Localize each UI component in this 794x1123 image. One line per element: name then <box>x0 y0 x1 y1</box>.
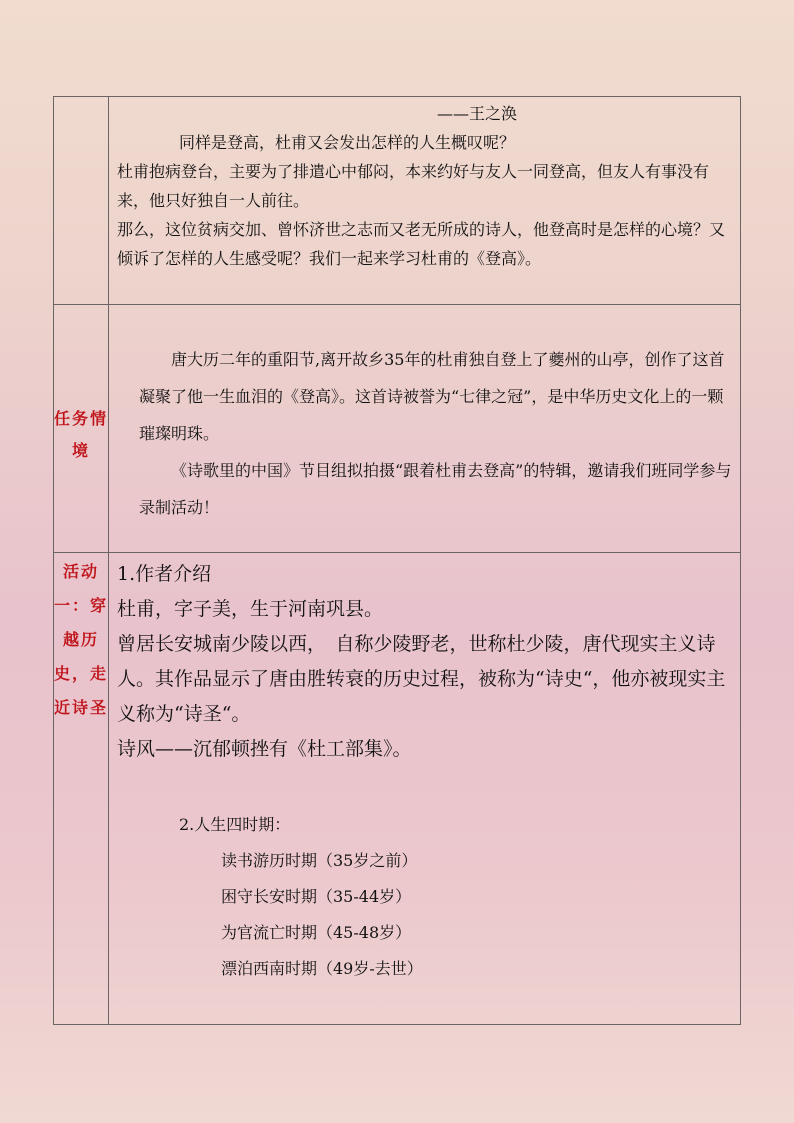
task-content-cell <box>109 305 741 553</box>
author-line-3: 诗风——沉郁顿挫有《杜工部集》。 <box>117 738 412 760</box>
task-label-cell <box>54 305 109 553</box>
author-heading: 1.作者介绍 <box>117 563 212 585</box>
activity-row <box>54 553 741 1025</box>
life-period-item: 读书游历时期（35岁之前） <box>221 851 418 870</box>
spacer <box>117 767 734 807</box>
life-period-item: 困守长安时期（35-44岁） <box>221 887 412 906</box>
intro-paragraph-2: 那么，这位贫病交加、曾怀济世之志而又老无所成的诗人，他登高时是怎样的心境？又倾诉了怎样的人生感受呢？我们一起来学习杜甫的《登高》。 <box>117 220 726 268</box>
task-label: 任务情境 <box>54 409 109 460</box>
intro-paragraph-1: 杜甫抱病登台，主要为了排遣心中郁闷，本来约好与友人一同登高，但友人有事没有来，他只好独自一人前往。 <box>117 162 710 210</box>
lesson-table <box>53 96 741 1025</box>
life-period-item: 为官流亡时期（45-48岁） <box>221 923 412 942</box>
author-line-2: 曾居长安城南少陵以西， 自称少陵野老，世称杜少陵，唐代现实主义诗人。其作品显示了唐由胜转衰的历史过程，被称为“诗史“，他亦被现实主义称为“诗圣“。 <box>117 633 726 725</box>
author-line-1: 杜甫，字子美，生于河南巩县。 <box>117 598 384 620</box>
activity-label-cell <box>54 553 109 1025</box>
poem-signature: ——王之涣 <box>437 104 518 123</box>
life-periods-heading: 2.人生四时期： <box>179 815 291 834</box>
task-paragraph-1: 唐大历二年的重阳节,离开故乡35年的杜甫独自登上了夔州的山亭，创作了这首凝聚了他一生血泪的《登高》。这首诗被誉为“七律之冠”，是中华历史文化上的一颗璀璨明珠。 <box>139 350 725 443</box>
intro-row <box>54 97 741 305</box>
life-period-item: 漂泊西南时期（49岁-去世） <box>221 959 423 978</box>
intro-label-cell <box>54 97 109 305</box>
intro-question: 同样是登高，杜甫又会发出怎样的人生概叹呢？ <box>179 133 516 152</box>
activity-content-cell <box>109 553 741 1025</box>
task-paragraph-2: 《诗歌里的中国》节目组拟拍摄“跟着杜甫去登高”的特辑，邀请我们班同学参与录制活动！ <box>139 461 732 517</box>
intro-content-cell <box>109 97 741 305</box>
activity-label: 活动一：穿越历史，走近诗圣 <box>54 562 109 717</box>
task-row <box>54 305 741 553</box>
